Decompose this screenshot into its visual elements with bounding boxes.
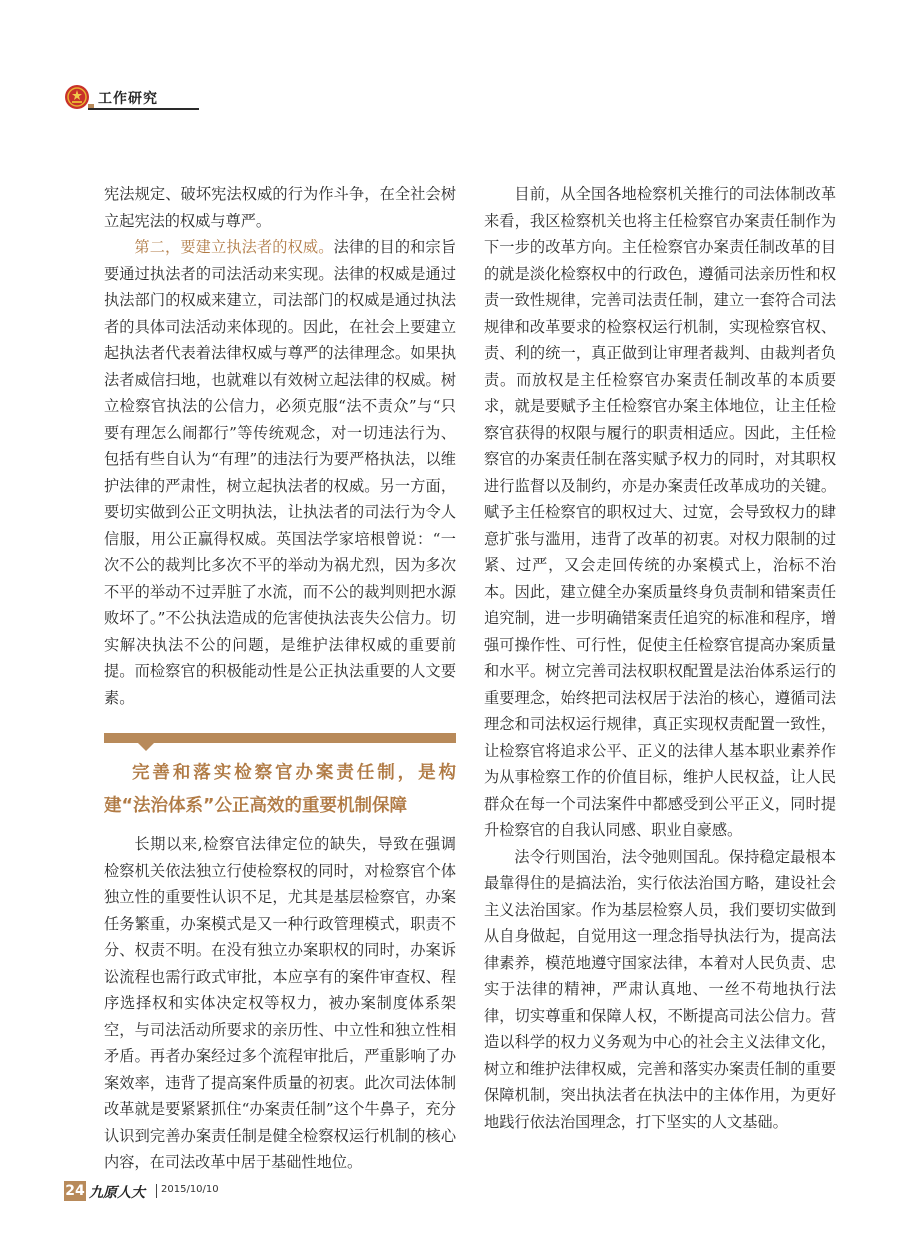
paragraph: 目前，从全国各地检察机关推行的司法体制改革来看，我区检察机关也将主任检察官办案责任制作为下一步的改革方向。主任检察官办案责任制改革的目的就是淡化检察权中的行政色，遵循司法亲历性和权责一致性规律，完善司法责任制，建立一套符合司法规律和改革要求的检察权运行机制，实现检察官权、责、利的统一，真正做到让审理者裁判、由裁判者负责。而放权是主任检察官办案责任制改革的本质要求，就是要赋予主任检察官办案主体地位，让主任检察官获得的权限与履行的职责相适应。因此，主任检察官的办案责任制在落实赋予权力的同时，对其职权进行监督以及制约，亦是办案责任改革成功的关键。赋予主任检察官的职权过大、过宽，会导致权力的肆意扩张与滥用，违背了改革的初衷。对权力限制的过紧、过严，又会走回传统的办案模式上，治标不治本。因此，建立健全办案质量终身负责制和错案责任追究制，进一步明确错案责任追究的标准和程序，增强可操作性、可行性，促使主任检察官提高办案质量和水平。树立完善司法权职权配置是法治体系运行的重要理念，始终把司法权居于法治的核心，遵循司法理念和司法权运行规律，真正实现权责配置一致性，让检察官将追求公平、正义的法律人基本职业素养作为从事检察工作的价值目标，维护人民权益，让人民群众在每一个司法案件中都感受到公平正义，同时提升检察官的自我认同感、职业自豪感。 xyxy=(484,185,836,839)
publication-name: 九原人大 xyxy=(89,1185,145,1201)
page-number: 24 xyxy=(65,1183,85,1199)
paragraph: 宪法规定、破坏宪法权威的行为作斗争，在全社会树立起宪法的权威与尊严。 xyxy=(104,185,456,230)
paragraph: 法令行则国治，法令弛则国乱。保持稳定最根本最靠得住的是搞法治，实行依法治国方略，建设社会主义法治国家。作为基层检察人员，我们要切实做到从自身做起，自觉用这一理念指导执法行为，提高法律素养，模范地遵守国家法律，本着对人民负责、忠实于法律的精神，严肃认真地、一丝不苟地执行法律，切实尊重和保障人权，不断提高司法公信力。营造以科学的权力义务观为中心的社会主义法律文化，树立和维护法律权威，完善和落实办案责任制的重要保障机制，突出执法者在执法中的主体作用，为更好地践行依法治国理念，打下坚实的人文基础。 xyxy=(484,847,836,1131)
paragraph: 长期以来,检察官法律定位的缺失，导致在强调检察机关依法独立行使检察权的同时，对检察官个体独立性的重要性认识不足，尤其是基层检察官，办案任务繁重，办案模式是又一种行政管理模式，职责不分、权责不明。在没有独立办案职权的同时，办案诉讼流程也需行政式审批，本应享有的案件审查权、程序选择权和实体决定权等权力，被办案制度体系架空，与司法活动所要求的亲历性、中立性和独立性相矛盾。再者办案经过多个流程审批后，严重影响了办案效率，违背了提高案件质量的初衷。此次司法体制改革就是要紧紧抓住“办案责任制”这个牛鼻子，充分认识到完善办案责任制是健全检察权运行机制的核心内容，在司法改革中居于基础性地位。 xyxy=(104,835,456,1171)
paragraph-body: 法律的目的和宗旨要通过执法者的司法活动来实现。法律的权威是通过执法部门的权威来建立，司法部门的权威是通过执法者的具体司法活动来体现的。因此，在社会上要建立起执法者代表着法律权威与尊严的法律理念。如果执法者威信扫地，也就难以有效树立起法律的权威。树立检察官执法的公信力，必须克服“法不责众”与“只要有理怎么闹都行”等传统观念，对一切违法行为、包括有些自认为“有理”的违法行为要严格执法，以维护法律的严肃性，树立起执法者的权威。另一方面，要切实做到公正文明执法，让执法者的司法行为令人信服，用公正赢得权威。英国法学家培根曾说：“一次不公的裁判比多次不平的举动为祸尤烈，因为多次不平的举动不过弄脏了水流，而不公的裁判则把水源败坏了。”不公执法造成的危害使执法丧失公信力。切实解决执法不公的问题，是维护法律权威的重要前提。而检察官的积极能动性是公正执法重要的人文要素。 xyxy=(104,238,457,707)
page-footer xyxy=(64,1181,264,1203)
page-header xyxy=(64,84,199,112)
section-bar xyxy=(104,733,456,743)
emphasis-text: 第二，要建立执法者的权威。 xyxy=(134,238,334,256)
left-column xyxy=(104,181,456,1176)
national-emblem-icon xyxy=(64,84,90,110)
publication-date: 2015/10/10 xyxy=(161,1184,219,1195)
footer-divider xyxy=(156,1184,157,1198)
paragraph xyxy=(104,234,456,711)
section-heading: 完善和落实检察官办案责任制，是构建“法治体系”公正高效的重要机制保障 xyxy=(104,763,456,816)
section-heading-block xyxy=(104,733,456,823)
header-rule xyxy=(88,108,199,110)
section-title: 工作研究 xyxy=(98,91,158,107)
right-column xyxy=(484,181,836,1135)
